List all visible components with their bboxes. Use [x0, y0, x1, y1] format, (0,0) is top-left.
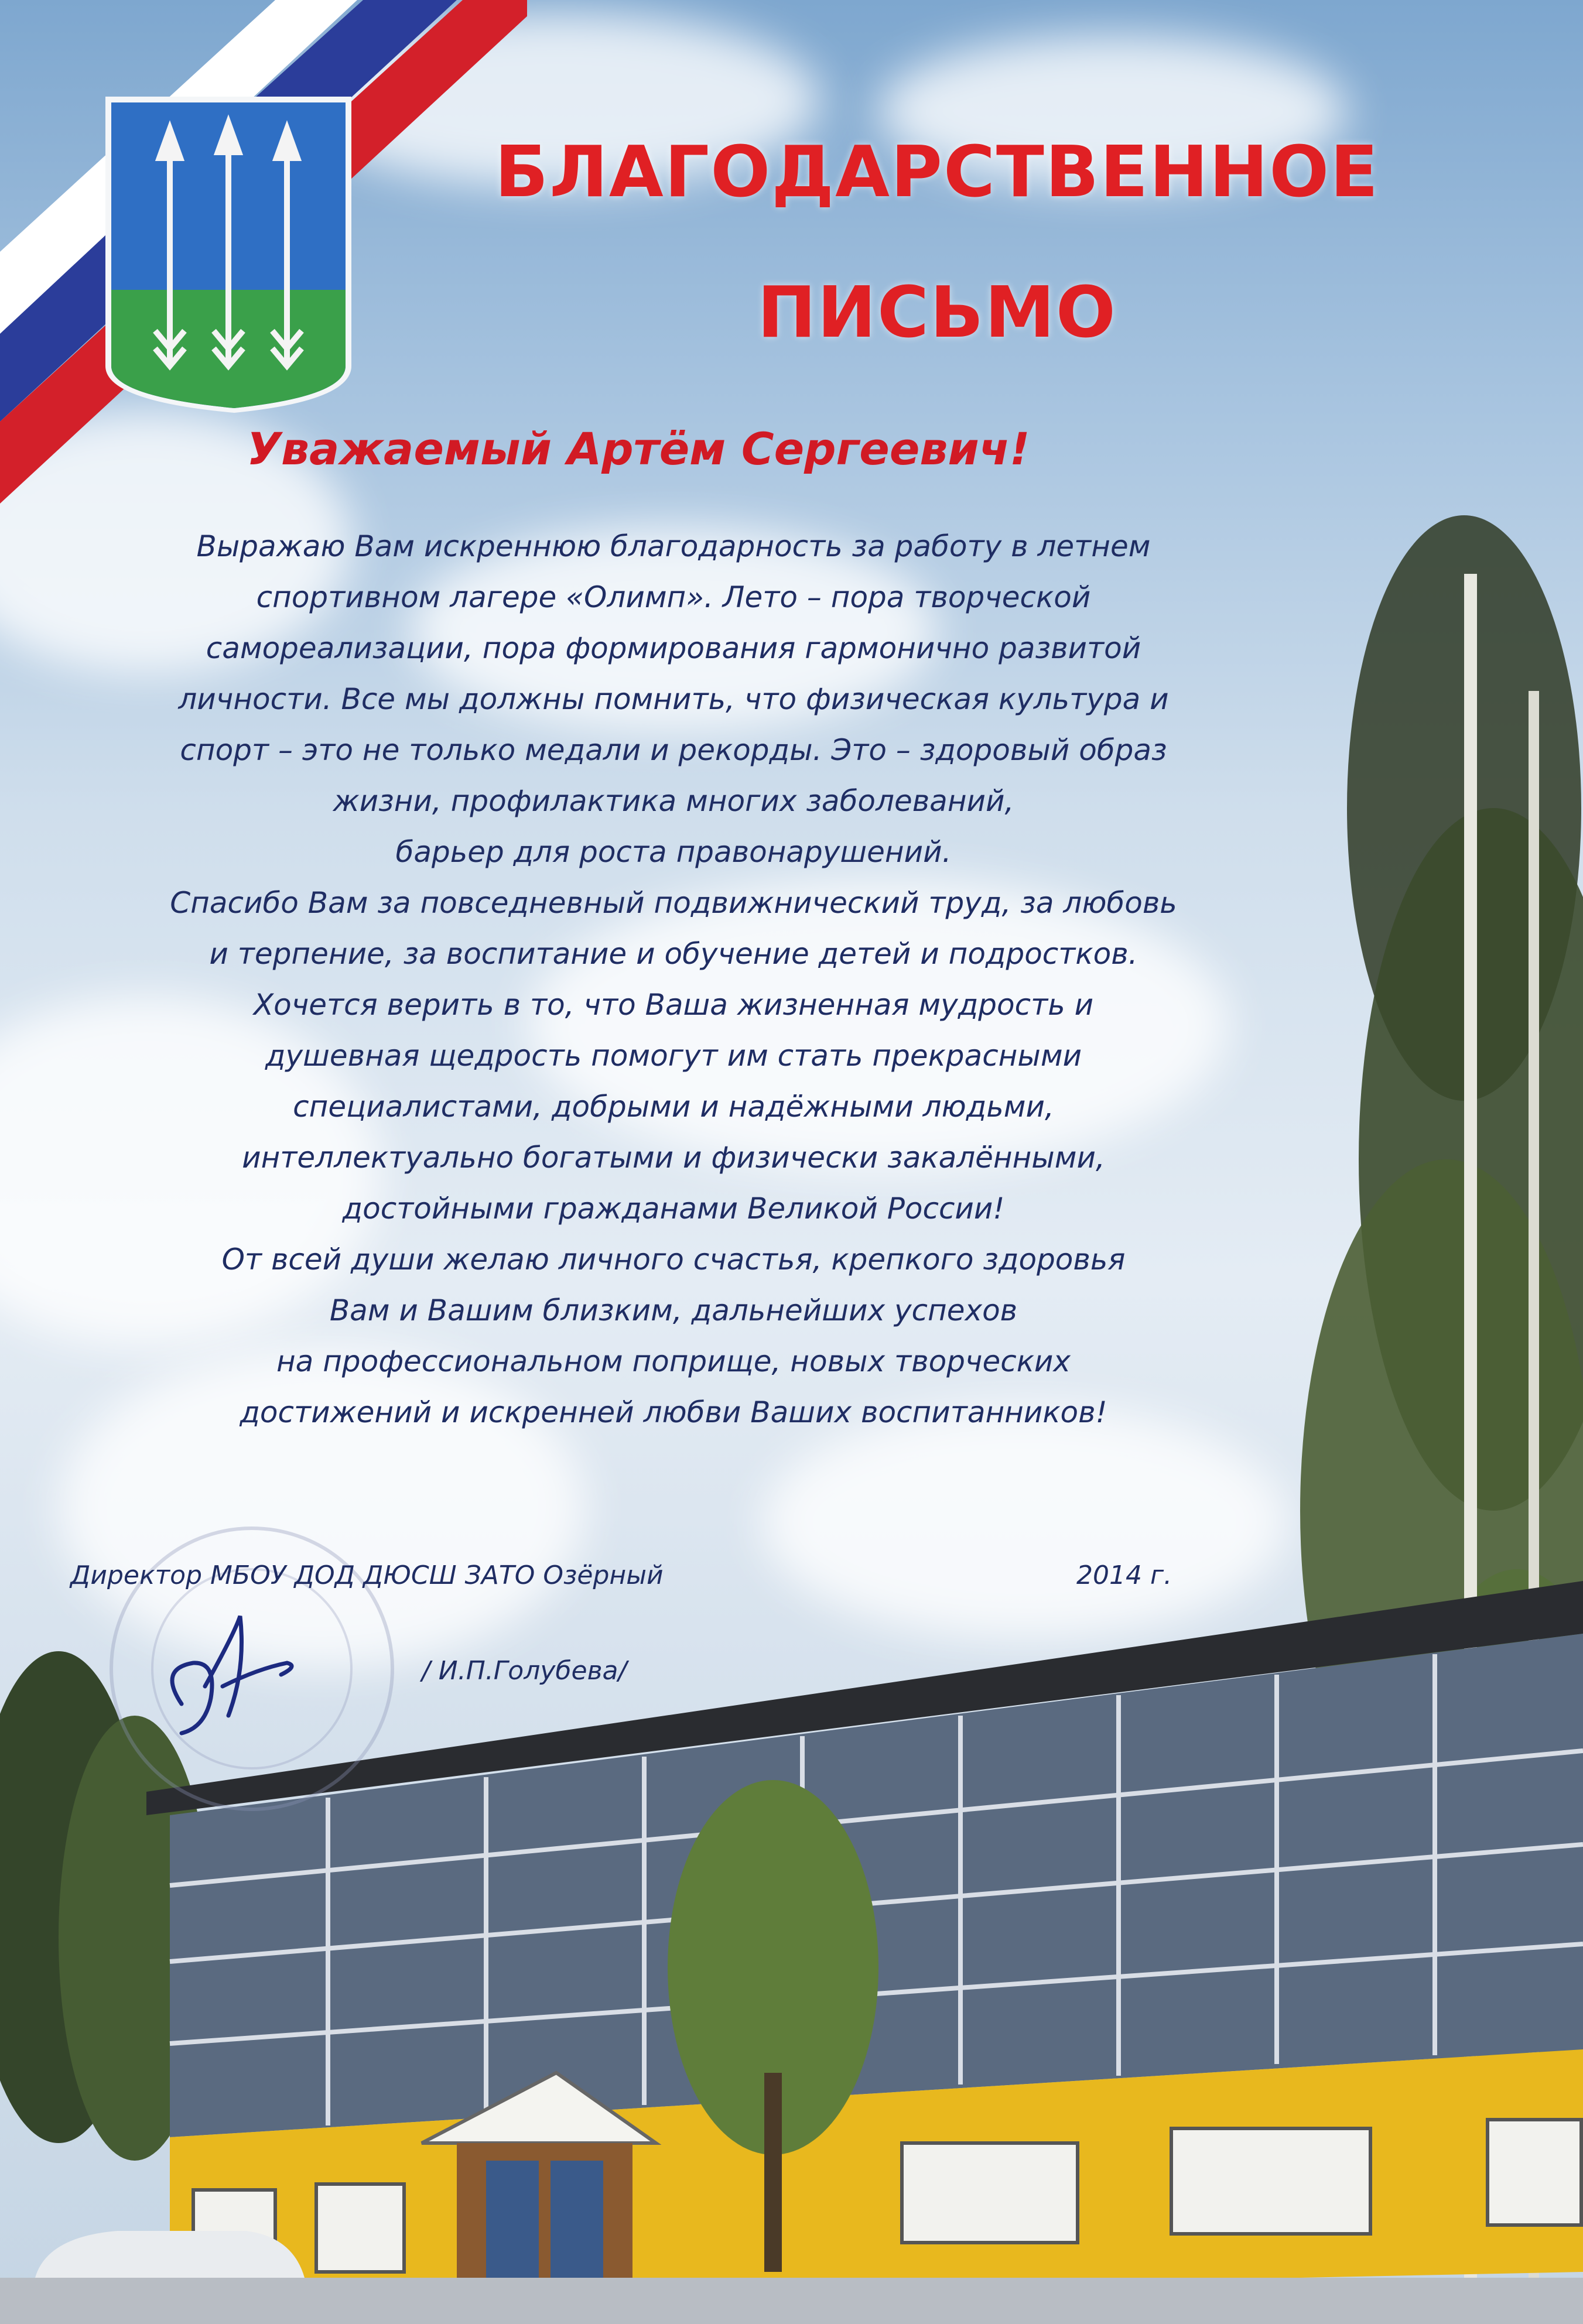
- signatory-position: Директор МБОУ ДОД ДЮСШ ЗАТО Озёрный: [70, 1560, 664, 1590]
- coat-of-arms-icon: [105, 97, 351, 413]
- letter-body: Выражаю Вам искреннюю благодарность за работу в летнем спортивном лагере «Олимп». Лето – пора творческой самореализации, пора формирования гармонично развитой личности. Все мы должны помнить, что физическая культура и спорт – это не только медали и рекорды. Это – здоровый образ жизни, профилактика многих заболеваний, барьер для роста правонарушений. Спасибо Вам за повседневный подвижнический труд, за любовь и терпение, за воспитание и обучение детей и подростков. Хочется верить в то, что Ваша жизненная мудрость и душевная щедрость помогут им стать прекрасными специалистами, добрыми и надёжными людьми, интеллектуально богатыми и физически закалёнными, достойными гражданами Великой России! От всей души желаю личного счастья, крепкого здоровья Вам и Вашим близким, дальнейших успехов на профессиональном поприще, новых творческих достижений и искренней любви Ваших воспитанников!: [170, 529, 1177, 1429]
- title-line-1: БЛАГОДАРСТВЕННОЕ: [494, 132, 1380, 213]
- signature-icon: [146, 1599, 322, 1745]
- letter-year: 2014 г.: [1076, 1560, 1172, 1590]
- signatory-name: / И.П.Голубева/: [422, 1656, 627, 1686]
- greeting: Уважаемый Артём Сергеевич!: [247, 423, 1030, 475]
- title-line-2: ПИСЬМО: [757, 272, 1117, 354]
